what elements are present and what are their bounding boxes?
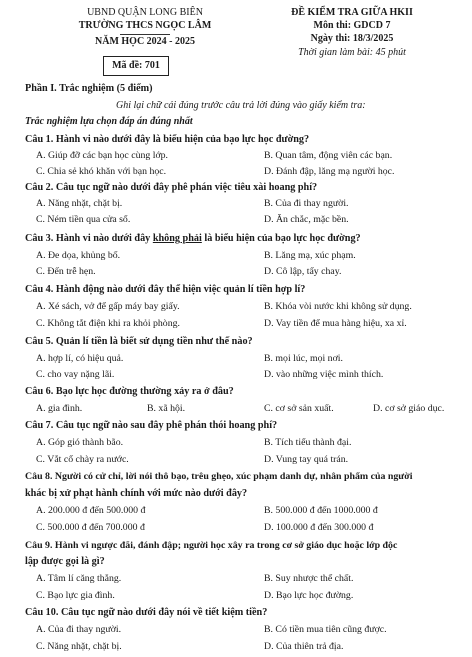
q8-option-c: C. 500.000 đ đến 700.000 đ [36,522,145,533]
q6-option-c: C. cơ sở sản xuất. [264,403,334,414]
question-3 [25,234,361,244]
question-6: Câu 6. Bạo lực học đường thường xảy ra ở đâu? [25,386,234,397]
q7-option-b: B. Tích tiểu thành đại. [264,437,352,448]
header-divider [120,34,170,35]
q2-option-b: B. Của đi thay người. [264,198,349,209]
question-9-line1: Câu 9. Hành vi ngược đãi, đánh đập; người học xây ra trong cơ sở giáo dục hoặc lớp độc [25,540,398,551]
question-7: Câu 7. Câu tục ngữ nào sau đây phê phán thói hoang phí? [25,420,278,431]
exam-duration: Thời gian làm bài: 45 phút [298,47,406,58]
question-2: Câu 2. Câu tục ngữ nào dưới đây phê phán việc tiêu xài hoang phí? [25,182,318,193]
q8-option-d: D. 100.000 đ đến 300.000 đ [264,522,374,533]
subject: Môn thi: GDCD 7 [313,20,391,31]
q10-option-b: B. Có tiền mua tiên cũng được. [264,624,387,635]
question-8-line1: Câu 8. Người có cử chỉ, lời nói thô bạo, trêu ghẹo, xúc phạm danh dự, nhân phẩm của người [25,471,413,482]
part-subtitle: Trắc nghiệm lựa chọn đáp án đúng nhất [25,116,193,127]
q1-option-b: B. Quan tâm, động viên các bạn. [264,150,393,161]
district-name: UBND QUẬN LONG BIÊN [87,7,203,18]
question-9-line2: lập được gọi là gì? [25,556,105,567]
q7-option-d: D. Vung tay quá trán. [264,454,349,465]
question-8-line2: khác bị xử phạt hành chính với mức nào dưới đây? [25,488,248,499]
question-1: Câu 1. Hành vi nào dưới đây là biểu hiện của bạo lực học đường? [25,134,310,145]
part-title: Phần I. Trắc nghiệm (5 điểm) [25,83,153,94]
q9-option-d: D. Bạo lực học đường. [264,590,354,601]
exam-code: Mã đề: 701 [112,60,160,71]
question-3-part2: là biểu hiện của bạo lực học đường? [201,233,361,244]
q1-option-c: C. Chia sẻ khó khăn với bạn học. [36,166,167,177]
q10-option-c: C. Năng nhặt, chặt bị. [36,641,122,652]
school-year: NĂM HỌC 2024 - 2025 [95,36,195,47]
q10-option-d: D. Của thiên trả địa. [264,641,344,652]
school-name: TRƯỜNG THCS NGỌC LÂM [78,20,212,31]
q2-option-a: A. Năng nhặt, chặt bị. [36,198,123,209]
q4-option-b: B. Khóa vòi nước khi không sử dụng. [264,301,412,312]
question-5: Câu 5. Quản lí tiền là biết sử dụng tiền như thế nào? [25,336,253,347]
q9-option-b: B. Suy nhược thể chất. [264,573,354,584]
question-10: Câu 10. Câu tục ngữ nào dưới đây nói về tiết kiệm tiền? [25,607,268,618]
q5-option-d: D. vào những việc mình thích. [264,369,384,380]
q3-option-c: C. Đến trễ hẹn. [36,266,96,277]
exam-date: Ngày thi: 18/3/2025 [310,33,394,44]
q7-option-a: A. Góp gió thành bão. [36,437,124,448]
question-4: Câu 4. Hành động nào dưới đây thể hiện việc quản lí tiền hợp lí? [25,284,306,295]
q2-option-c: C. Ném tiền qua cửa sổ. [36,214,131,225]
part-instruction: Ghi lại chữ cái đúng trước câu trả lời đúng vào giấy kiểm tra: [116,100,366,111]
q6-option-d: D. cơ sở giáo dục. [373,403,445,414]
q6-option-a: A. gia đình. [36,403,83,414]
q9-option-c: C. Bạo lực gia đình. [36,590,115,601]
q6-option-b: B. xã hội. [147,403,186,414]
q3-option-b: B. Lăng mạ, xúc phạm. [264,250,356,261]
question-3-part1: Câu 3. Hành vi nào dưới đây [25,233,153,244]
q10-option-a: A. Của đi thay người. [36,624,122,635]
q4-option-a: A. Xé sách, vở để gấp máy bay giấy. [36,301,180,312]
q9-option-a: A. Tâm lí căng thẳng. [36,573,122,584]
q4-option-c: C. Không tắt điện khi ra khỏi phòng. [36,318,180,329]
q5-option-c: C. cho vay nặng lãi. [36,369,115,380]
q2-option-d: D. Ăn chắc, mặc bền. [264,214,349,225]
q3-option-a: A. Đe dọa, khủng bố. [36,250,121,261]
q3-option-d: D. Cô lập, tẩy chay. [264,266,342,277]
q4-option-d: D. Vay tiền để mua hàng hiệu, xa xỉ. [264,318,407,329]
exam-title: ĐỀ KIỂM TRA GIỮA HKII [291,7,413,18]
q5-option-a: A. hợp lí, có hiệu quả. [36,353,124,364]
question-3-emphasis: không phải [152,233,202,244]
q8-option-b: B. 500.000 đ đến 1000.000 đ [264,505,378,516]
q7-option-c: C. Vắt cổ chày ra nước. [36,454,129,465]
q1-option-d: D. Đánh đập, lăng mạ người học. [264,166,395,177]
q1-option-a: A. Giúp đỡ các bạn học cùng lớp. [36,150,168,161]
q5-option-b: B. mọi lúc, mọi nơi. [264,353,343,364]
q8-option-a: A. 200.000 đ đến 500.000 đ [36,505,146,516]
